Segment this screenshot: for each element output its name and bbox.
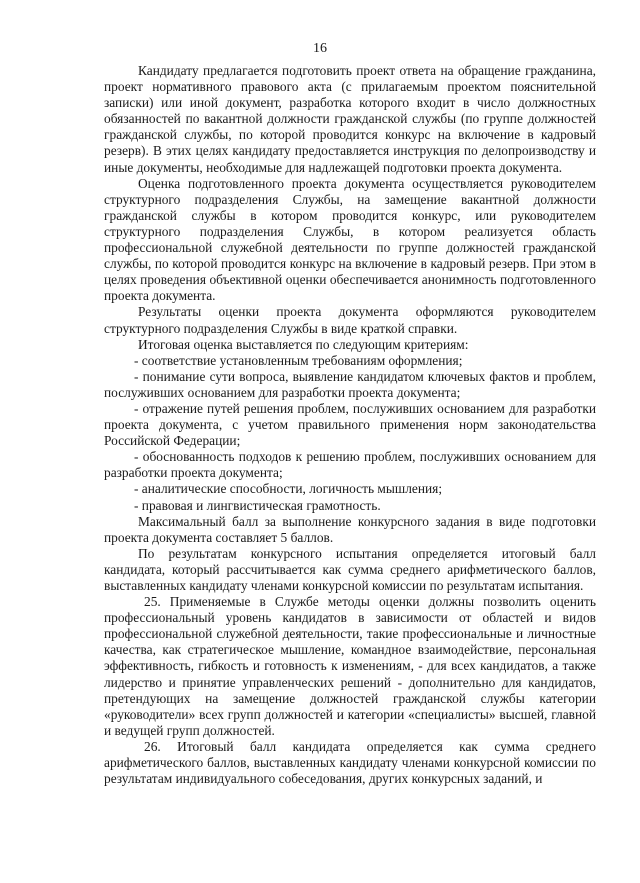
criteria-item: - понимание сути вопроса, выявление кандидатом ключевых фактов и проблем, послуживших основанием для разработки проекта документа;: [104, 368, 596, 400]
paragraph-task-description: Кандидату предлагается подготовить проект ответа на обращение гражданина, проект нормативного правового акта (с прилагаемым проектом пояснительной записки) или иной документ, разработка которого входит в число должностных обязанностей по вакантной должности гражданской службы (по группе должностей гражданской службы, по которой проводится конкурс на включение в кадровый резерв). В этих целях кандидату предоставляется инструкция по делопроизводству и иные документы, необходимые для надлежащей подготовки проекта документа.: [104, 63, 596, 175]
paragraph-item-26: 26. Итоговый балл кандидата определяется как сумма среднего арифметического баллов, выставленных кандидату членами конкурсной комиссии по результатам индивидуального собеседования, других конкурсных заданий, и: [104, 738, 596, 787]
paragraph-criteria-intro: Итоговая оценка выставляется по следующим критериям:: [138, 336, 469, 352]
criteria-item: - соответствие установленным требованиям оформления;: [134, 352, 463, 368]
paragraph-evaluation: Оценка подготовленного проекта документа осуществляется руководителем структурного подразделения Службы, на замещение вакантной должности гражданской службы в котором проводится конкурс, или руководителем структурного подразделения Службы, в котором реализуется область профессиональной служебной деятельности по группе должностей гражданской службы, по которой проводится конкурс на включение в кадровый резерв. При этом в целях проведения объективной оценки обеспечивается анонимность подготовленного проекта документа.: [104, 175, 596, 304]
document-body: [104, 63, 596, 787]
paragraph-max-score: Максимальный балл за выполнение конкурсного задания в виде подготовки проекта документа составляет 5 баллов.: [104, 513, 596, 545]
criteria-item: - правовая и лингвистическая грамотность.: [134, 497, 381, 513]
criteria-item: - отражение путей решения проблем, послуживших основанием для разработки проекта документа, с учетом правильного применения норм законодательства Российской Федерации;: [104, 400, 596, 449]
paragraph-results: Результаты оценки проекта документа оформляются руководителем структурного подразделения Службы в виде краткой справки.: [104, 304, 596, 336]
criteria-item: - аналитические способности, логичность мышления;: [134, 481, 443, 497]
criteria-item: - обоснованность подходов к решению проблем, послуживших основанием для разработки проекта документа;: [104, 449, 596, 481]
paragraph-final-score: По результатам конкурсного испытания определяется итоговый балл кандидата, который рассчитывается как сумма среднего арифметического баллов, выставленных кандидату членами конкурсной комиссии по результатам испытания.: [104, 545, 596, 593]
page-number: 16: [313, 41, 327, 56]
paragraph-item-25: 25. Применяемые в Службе методы оценки должны позволить оценить профессиональный уровень кандидатов в зависимости от областей и видов профессиональной служебной деятельности, такие профессиональные и личностные качества, как стратегическое мышление, командное взаимодействие, персональная эффективность, гибкость и готовность к изменениям, - для всех кандидатов, а также лидерство и принятие управленческих решений - дополнительно для кандидатов, претендующих на замещение должностей гражданской службы категории «руководители» всех групп должностей и категории «специалисты» высшей, главной и ведущей групп должностей.: [104, 594, 596, 738]
